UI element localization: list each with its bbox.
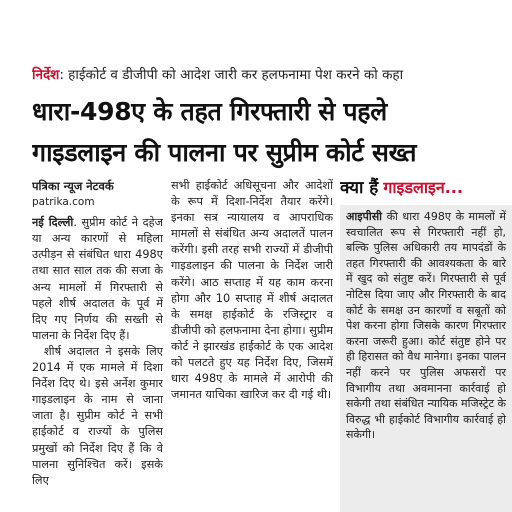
sidebar-lead: आइपीसी	[346, 210, 383, 223]
headline-line-2: गाइडलाइन की पालना पर सुप्रीम कोर्ट सख्त	[32, 138, 417, 167]
article-column-1	[32, 178, 163, 503]
sidebar-title-red: गाइडलाइन...	[383, 178, 463, 197]
paragraph-1-text: . सुप्रीम कोर्ट ने दहेज या अन्य कारणों से महिला उत्पीड़न से संबंधित धारा 498ए तथा सात साल तक की सजा के अन्य मामलों में गिरफ्तारी से पहले शीर्ष अदालत के पूर्व में दिए गए निर्णय की सख्ती से पालना के निर्देश दिए हैं।	[32, 216, 163, 342]
article-paragraph-3: सभी हाईकोर्ट अधिसूचना और आदेशों के रूप में दिशा-निर्देश तैयार करेंगे। इनका सत्र न्यायालय व आपराधिक मामलों से संबंधित अन्य अदालतें पालन करेंगी। इसी तरह सभी राज्यों में डीजीपी गाइडलाइन की पालना के निर्देश जारी करेंगे। आठ सप्ताह में यह काम करना होगा और 10 सप्ताह में शीर्ष अदालत के समक्ष हाईकोर्ट के रजिस्ट्रार व डीजीपी को हलफनामा देना होगा। सुप्रीम कोर्ट ने झारखंड हाईकोर्ट के एक आदेश को पलटते हुए यह निर्देश दिए, जिसमें धारा 498ए के मामले में आरोपी की जमानत याचिका खारिज कर दी गई थी।	[171, 179, 333, 402]
sidebar-body	[340, 205, 512, 512]
sidebar-text: की धारा 498ए के मामलों में स्वचालित रूप से गिरफ्तारी नहीं हो, बल्कि पुलिस अधिकारी तय मापदंडों के तहत गिरफ्तारी की आवश्यकता के बारे में खुद को संतुष्ट करें। गिरफ्तारी से पूर्व नोटिस दिया जाए और गिरफ्तारी के बाद कोर्ट के समक्ष उन कारणों व सबूतों को पेश करना होगा जिसके कारण गिरफ्तार करना जरूरी हुआ। कोर्ट संतुष्ट होने पर ही हिरासत को वैध मानेगा। इनका पालन नहीं करने पर पुलिस अफसरों पर विभागीय तथा अवमानना कार्रवाई हो सकेगी तथा संबंधित न्यायिक मजिस्ट्रेट के विरुद्ध भी हाईकोर्ट विभागीय कार्रवाई हो सकेगी।	[346, 210, 506, 442]
kicker-text: : हाईकोर्ट व डीजीपी को आदेश जारी कर हलफनामा पेश करने को कहा	[59, 67, 404, 83]
kicker-label: निर्देश	[32, 67, 60, 83]
article-paragraph-1	[32, 215, 163, 344]
sidebar-title-black: क्या हैं	[340, 178, 379, 198]
article-paragraph-2: शीर्ष अदालत ने इसके लिए 2014 में एक मामले में दिशा निर्देश दिए थे। इसे अर्नेश कुमार गाइडलाइन के नाम से जाना जाता है। सुप्रीम कोर्ट ने सभी हाईकोर्ट व राज्यों के पुलिस प्रमुखों को निर्देश दिए हैं कि वे पालना सुनिश्चित करें। इसके लिए	[32, 344, 163, 487]
article-column-2	[171, 178, 333, 503]
source-site: patrika.com	[32, 196, 95, 209]
sidebar-title	[340, 176, 512, 200]
byline: पत्रिका न्यूज नेटवर्क	[32, 179, 114, 193]
headline-line-1: धारा-498ए के तहत गिरफ्तारी से पहले	[32, 97, 387, 126]
dateline-city: नई दिल्ली	[32, 216, 74, 230]
guideline-sidebar	[340, 176, 512, 512]
kicker-line	[32, 66, 502, 84]
